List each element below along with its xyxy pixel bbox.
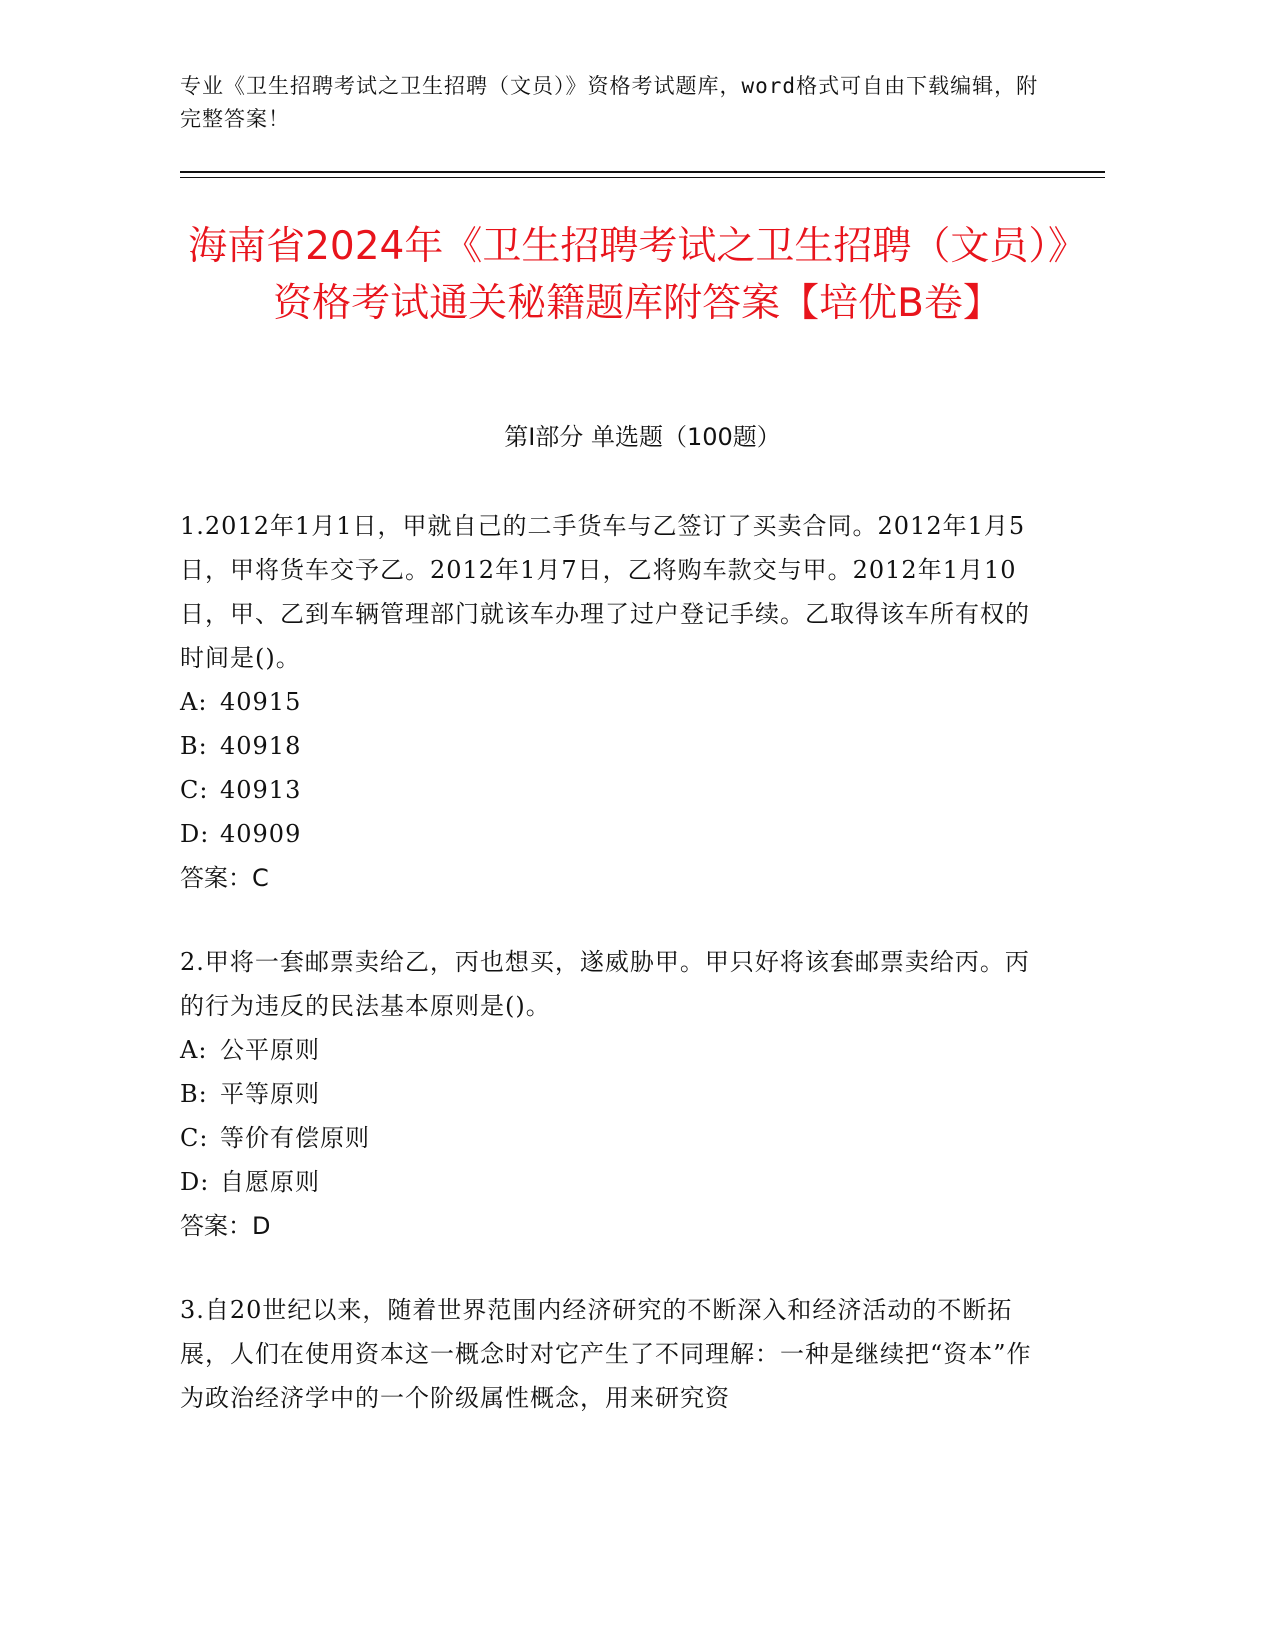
option-key: B:	[180, 732, 208, 760]
option-c	[180, 1116, 1040, 1160]
option-text: 40918	[220, 732, 302, 760]
header-divider-thin	[180, 177, 1105, 178]
option-text: 公平原则	[220, 1036, 320, 1064]
option-text: 40913	[220, 776, 302, 804]
option-key: B:	[180, 1080, 208, 1108]
option-text: 40915	[220, 688, 302, 716]
option-d	[180, 1160, 1040, 1204]
answer-line: 答案：D	[180, 1212, 271, 1240]
option-text: 自愿原则	[220, 1168, 320, 1196]
option-b	[180, 724, 1040, 768]
question-1	[180, 504, 1040, 900]
question-stem: 1.2012年1月1日，甲就自己的二手货车与乙签订了买卖合同。2012年1月5日，甲将货车交予乙。2012年1月7日，乙将购车款交与甲。2012年1月10日，甲、乙到车辆管理部门就该车办理了过户登记手续。乙取得该车所有权的时间是()。	[180, 512, 1030, 672]
option-c	[180, 768, 1040, 812]
option-key: A:	[180, 688, 208, 716]
option-key: C:	[180, 776, 209, 804]
question-3	[180, 1288, 1040, 1420]
option-key: A:	[180, 1036, 208, 1064]
option-text: 等价有偿原则	[220, 1124, 370, 1152]
option-text: 40909	[220, 820, 302, 848]
document-title: 海南省2024年《卫生招聘考试之卫生招聘（文员）》资格考试通关秘籍题库附答案【培优B卷】	[188, 224, 1087, 326]
header-divider-thick	[180, 171, 1105, 173]
option-d	[180, 812, 1040, 856]
question-stem: 3.自20世纪以来，随着世界范围内经济研究的不断深入和经济活动的不断拓展，人们在使用资本这一概念时对它产生了不同理解：一种是继续把“资本”作为政治经济学中的一个阶级属性概念，用来研究资	[180, 1296, 1032, 1412]
header-note: 专业《卫生招聘考试之卫生招聘（文员）》资格考试题库，word格式可自由下载编辑，附完整答案！	[180, 74, 1039, 131]
option-key: D:	[180, 1168, 210, 1196]
option-text: 平等原则	[220, 1080, 320, 1108]
option-key: D:	[180, 820, 210, 848]
option-a	[180, 1028, 1040, 1072]
answer-line: 答案：C	[180, 864, 269, 892]
option-a	[180, 680, 1040, 724]
question-stem: 2.甲将一套邮票卖给乙，丙也想买，遂威胁甲。甲只好将该套邮票卖给丙。丙的行为违反的民法基本原则是()。	[180, 948, 1030, 1020]
question-2	[180, 940, 1040, 1248]
option-b	[180, 1072, 1040, 1116]
section-heading: 第I部分 单选题（100题）	[504, 423, 781, 451]
question-list	[180, 504, 1040, 1460]
option-key: C:	[180, 1124, 209, 1152]
